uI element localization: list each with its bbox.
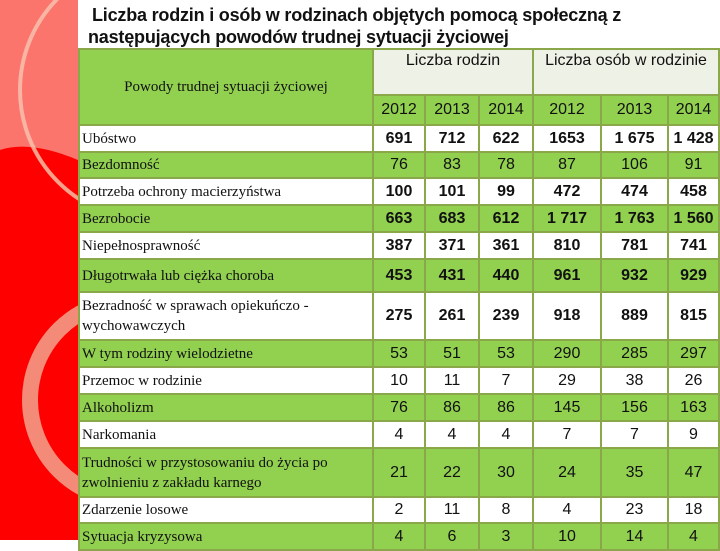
value-cell: 275: [373, 292, 425, 340]
value-cell: 87: [533, 152, 601, 178]
row-label: Potrzeba ochrony macierzyństwa: [79, 178, 373, 205]
families-header: Liczba rodzin: [373, 49, 533, 95]
value-cell: 961: [533, 259, 601, 292]
value-cell: 472: [533, 178, 601, 205]
value-cell: 663: [373, 205, 425, 232]
table-row: [79, 448, 719, 497]
value-cell: 1 717: [533, 205, 601, 232]
value-cell: 7: [533, 421, 601, 448]
row-label: Przemoc w rodzinie: [79, 367, 373, 394]
year-header: 2014: [479, 95, 533, 125]
value-cell: 691: [373, 125, 425, 152]
value-cell: 10: [533, 523, 601, 550]
value-cell: 47: [668, 448, 719, 497]
value-cell: 86: [425, 394, 479, 421]
table-row: [79, 394, 719, 421]
value-cell: 453: [373, 259, 425, 292]
value-cell: 297: [668, 340, 719, 367]
value-cell: 4: [479, 421, 533, 448]
table-row: [79, 232, 719, 259]
value-cell: 91: [668, 152, 719, 178]
value-cell: 741: [668, 232, 719, 259]
value-cell: 51: [425, 340, 479, 367]
table-row: [79, 292, 719, 340]
value-cell: 612: [479, 205, 533, 232]
value-cell: 99: [479, 178, 533, 205]
row-label: Zdarzenie losowe: [79, 497, 373, 523]
value-cell: 261: [425, 292, 479, 340]
value-cell: 83: [425, 152, 479, 178]
value-cell: 1 560: [668, 205, 719, 232]
value-cell: 6: [425, 523, 479, 550]
value-cell: 387: [373, 232, 425, 259]
row-label: W tym rodziny wielodzietne: [79, 340, 373, 367]
decorative-sidebar: [0, 0, 78, 540]
value-cell: 932: [601, 259, 668, 292]
year-header: 2012: [533, 95, 601, 125]
value-cell: 22: [425, 448, 479, 497]
table-row: [79, 367, 719, 394]
year-header: 2013: [425, 95, 479, 125]
value-cell: 810: [533, 232, 601, 259]
row-label: Narkomania: [79, 421, 373, 448]
year-header: 2012: [373, 95, 425, 125]
value-cell: 622: [479, 125, 533, 152]
value-cell: 35: [601, 448, 668, 497]
value-cell: 101: [425, 178, 479, 205]
table-row: [79, 523, 719, 550]
row-label: Niepełnosprawność: [79, 232, 373, 259]
value-cell: 929: [668, 259, 719, 292]
data-table: [78, 48, 720, 551]
value-cell: 53: [373, 340, 425, 367]
value-cell: 1 428: [668, 125, 719, 152]
table-row: [79, 259, 719, 292]
row-label: Alkoholizm: [79, 394, 373, 421]
table-row: [79, 152, 719, 178]
value-cell: 21: [373, 448, 425, 497]
value-cell: 106: [601, 152, 668, 178]
table-row: [79, 340, 719, 367]
year-header: 2013: [601, 95, 668, 125]
value-cell: 1653: [533, 125, 601, 152]
value-cell: 9: [668, 421, 719, 448]
value-cell: 1 763: [601, 205, 668, 232]
value-cell: 8: [479, 497, 533, 523]
value-cell: 18: [668, 497, 719, 523]
value-cell: 76: [373, 152, 425, 178]
value-cell: 781: [601, 232, 668, 259]
table-row: [79, 497, 719, 523]
value-cell: 4: [373, 421, 425, 448]
value-cell: 285: [601, 340, 668, 367]
value-cell: 683: [425, 205, 479, 232]
table-row: [79, 421, 719, 448]
row-label: Bezrobocie: [79, 205, 373, 232]
value-cell: 53: [479, 340, 533, 367]
value-cell: 11: [425, 497, 479, 523]
value-cell: 24: [533, 448, 601, 497]
value-cell: 78: [479, 152, 533, 178]
page-title: Liczba rodzin i osób w rodzinach objętych pomocą społeczną z następujących powodów trudnej sytuacji życiowej: [88, 5, 622, 47]
row-label: Długotrwała lub ciężka choroba: [79, 259, 373, 292]
value-cell: 1 675: [601, 125, 668, 152]
value-cell: 458: [668, 178, 719, 205]
table-row: [79, 125, 719, 152]
value-cell: 918: [533, 292, 601, 340]
value-cell: 889: [601, 292, 668, 340]
value-cell: 156: [601, 394, 668, 421]
value-cell: 86: [479, 394, 533, 421]
value-cell: 100: [373, 178, 425, 205]
value-cell: 239: [479, 292, 533, 340]
value-cell: 10: [373, 367, 425, 394]
value-cell: 30: [479, 448, 533, 497]
value-cell: 474: [601, 178, 668, 205]
row-label: Bezradność w sprawach opiekuńczo - wychowawczych: [79, 292, 373, 340]
table-row: [79, 178, 719, 205]
value-cell: 431: [425, 259, 479, 292]
value-cell: 145: [533, 394, 601, 421]
value-cell: 4: [668, 523, 719, 550]
value-cell: 712: [425, 125, 479, 152]
value-cell: 14: [601, 523, 668, 550]
value-cell: 3: [479, 523, 533, 550]
value-cell: 371: [425, 232, 479, 259]
reason-header: Powody trudnej sytuacji życiowej: [79, 49, 373, 125]
value-cell: 7: [479, 367, 533, 394]
persons-header: Liczba osób w rodzinie: [533, 49, 719, 95]
row-label: Sytuacja kryzysowa: [79, 523, 373, 550]
decorative-circles-icon: [0, 0, 78, 540]
value-cell: 2: [373, 497, 425, 523]
value-cell: 23: [601, 497, 668, 523]
row-label: Trudności w przystosowaniu do życia po zwolnieniu z zakładu karnego: [79, 448, 373, 497]
row-label: Ubóstwo: [79, 125, 373, 152]
value-cell: 38: [601, 367, 668, 394]
value-cell: 815: [668, 292, 719, 340]
value-cell: 4: [373, 523, 425, 550]
value-cell: 26: [668, 367, 719, 394]
value-cell: 4: [425, 421, 479, 448]
value-cell: 7: [601, 421, 668, 448]
value-cell: 163: [668, 394, 719, 421]
value-cell: 29: [533, 367, 601, 394]
value-cell: 440: [479, 259, 533, 292]
year-header: 2014: [668, 95, 719, 125]
row-label: Bezdomność: [79, 152, 373, 178]
value-cell: 290: [533, 340, 601, 367]
table-row: [79, 205, 719, 232]
value-cell: 4: [533, 497, 601, 523]
value-cell: 361: [479, 232, 533, 259]
value-cell: 11: [425, 367, 479, 394]
value-cell: 76: [373, 394, 425, 421]
